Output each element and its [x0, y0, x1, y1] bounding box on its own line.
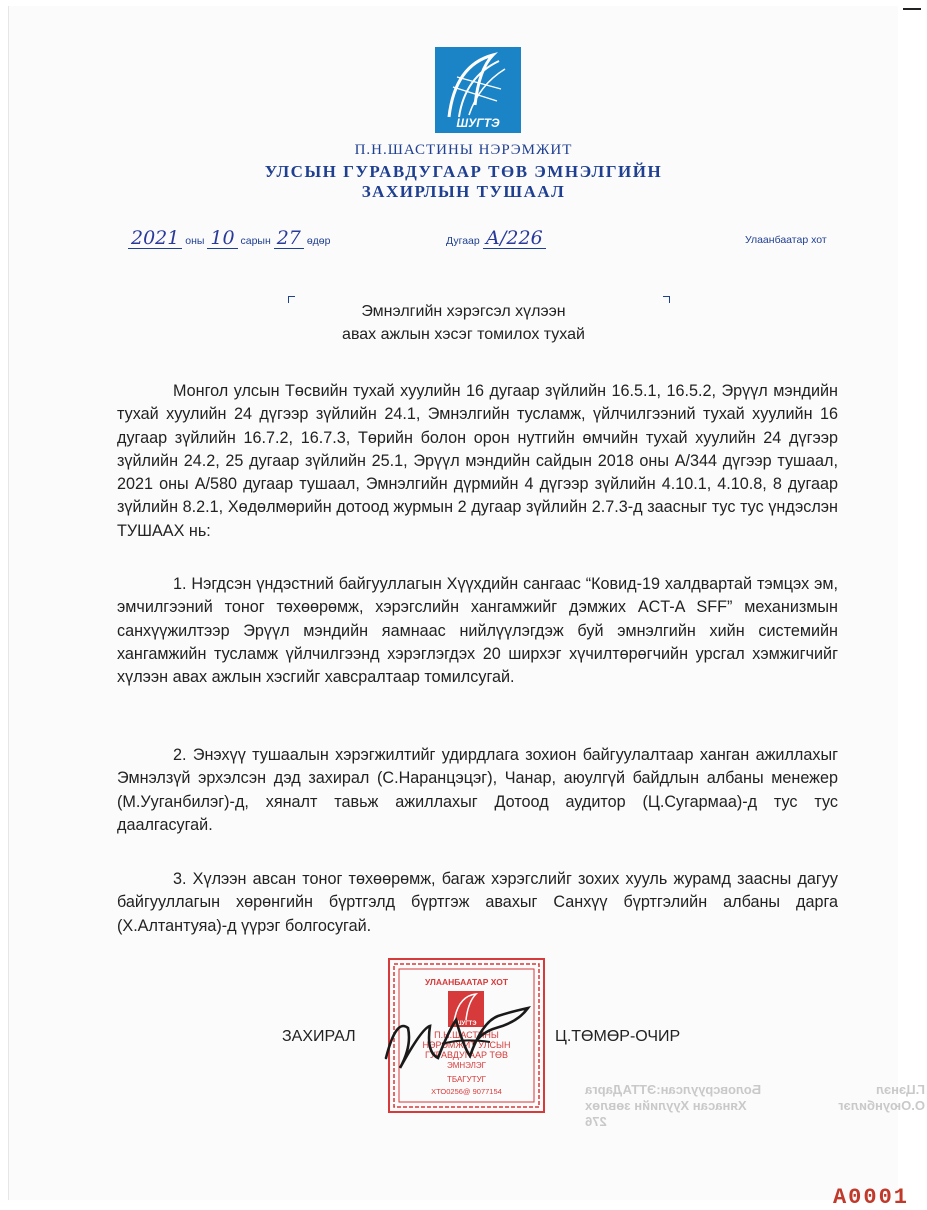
preamble-paragraph: Монгол улсын Төсвийн тухай хуулийн 16 дугаар зүйлийн 16.5.1, 16.5.2, Эрүүл мэндийн тухай хуулийн 24 дүгээр зүйлийн 24.1, Эмнэлгийн тусламж, үйлчилгээний тухай хуулийн 16 дугаар зүйлийн 16.7.2, 16.7.3, Төрийн болон орон нутгийн өмчийн тухай хуулийн 24 дүгээр зүйлийн 24.2, 25 дугаар зүйлийн 25.1, Эрүүл мэндийн сайдын 2018 оны А/344 дүгээр тушаал, 2021 оны А/580 дугаар тушаал, Эмнэлгийн дүрмийн 4 дүгээр зүйлийн 4.10.1, 4.10.8, 8 дугаар зүйлийн 8.2.1, Хөдөлмөрийн дотоод журмын 2 дугаар зүйлийн 2.7.3-д заасныг тус тус үндэслэн ТУШААХ нь:	[117, 382, 838, 540]
order-number-label: Дугаар	[446, 235, 480, 247]
logo-text: ШУГТЭ	[456, 116, 500, 130]
order-city: Улаанбаатар хот	[745, 234, 827, 246]
hospital-logo-icon	[435, 47, 521, 133]
order-date	[128, 228, 330, 249]
order-number-value: А/226	[483, 228, 546, 249]
stamp-logo-text: ШУГТЭ	[455, 1021, 477, 1027]
date-year-suffix: оны	[185, 235, 205, 247]
order-item-3: 3. Хүлээн авсан тоног төхөөрөмж, багаж хэрэгслийг зохих хууль журамд заасны дагуу байгууллагын хөрөнгийн бүртгэлд бүртгэж авахыг Санхүү бүртгэлийн албаны дарга (Х.Алтантуяа)-д үүрэг болгосугай.	[117, 870, 838, 935]
header-line-1: П.Н.ШАСТИНЫ НЭРЭМЖИТ	[354, 142, 573, 158]
order-number	[446, 228, 546, 249]
svg-text:ХТО0256@ 9077154: ХТО0256@ 9077154	[431, 1087, 502, 1096]
svg-text:НЭРЭМЖИТ УЛСЫН: НЭРЭМЖИТ УЛСЫН	[422, 1040, 511, 1050]
subject-line-1: Эмнэлгийн хэрэгсэл хүлээн	[361, 303, 566, 320]
svg-text:ТБАГУТУГ: ТБАГУТУГ	[446, 1075, 487, 1084]
signatory-title: ЗАХИРАЛ	[282, 1028, 356, 1045]
bleedthrough-names: Г.Цэнэл О.Оюунбилэг	[838, 1082, 925, 1113]
header-line-3: ЗАХИРЛЫН ТУШААЛ	[361, 182, 566, 201]
date-day-suffix: өдөр	[306, 235, 331, 247]
subject-line-2: авах ажлын хэсэг томилох тухай	[342, 326, 585, 343]
handwritten-signature	[378, 998, 558, 1078]
svg-text:ГУРАВДУГААР ТӨВ: ГУРАВДУГААР ТӨВ	[425, 1050, 508, 1060]
date-month-suffix: сарын	[240, 235, 271, 247]
signatory-name: Ц.ТӨМӨР-ОЧИР	[555, 1028, 681, 1045]
stamp-top-text: УЛААНБААТАР ХОТ	[424, 977, 509, 987]
date-month: 10	[207, 228, 237, 249]
edge-mark	[903, 8, 921, 10]
date-year: 2021	[128, 228, 182, 249]
corner-serial-number: A0001	[832, 1185, 909, 1210]
header-line-2: УЛСЫН ГУРАВДУГААР ТӨВ ЭМНЭЛГИЙН	[264, 162, 663, 181]
bleedthrough-text: Боловсруулсан:ЭТТАДарга Хянасан Хуулийн зөвлөх 276	[585, 1082, 762, 1129]
svg-text:ЭМНЭЛЭГ: ЭМНЭЛЭГ	[446, 1061, 487, 1070]
order-item-1: 1. Нэгдсэн үндэстний байгууллагын Хүүхдийн сангаас “Ковид-19 халдвартай тэмцэх эм, эмчилгээний тоног төхөөрөмж, хэрэгслийн хангамжийг дэмжих ACT-A SFF” механизмын санхүүжилтээр Эрүүл мэндийн яамнаас нийлүүлэгдэж буй эмнэлгийн хийн системийн хангамжийн тусламж үйлчилгээнд хэрэглэгдэх 20 ширхэг хүчилтөрөгчийн урсгал хэмжигчийг хүлээн авах ажлын хэсгийг хавсралтаар томилсугай.	[117, 575, 838, 687]
svg-text:П.Н.ШАСТИНЫ: П.Н.ШАСТИНЫ	[434, 1030, 499, 1040]
order-item-2: 2. Энэхүү тушаалын хэрэгжилтийг удирдлага зохион байгуулалтаар ханган ажиллахыг Эмнэлзүй эрхэлсэн дэд захирал (С.Наранцэцэг), Чанар, аюулгүй байдлын албаны менежер (М.Ууганбилэг)-д, хяналт тавьж ажиллахыг Дотоод аудитор (Ц.Сугармаа)-д тус тус даалгасугай.	[117, 746, 838, 834]
date-day: 27	[274, 228, 304, 249]
